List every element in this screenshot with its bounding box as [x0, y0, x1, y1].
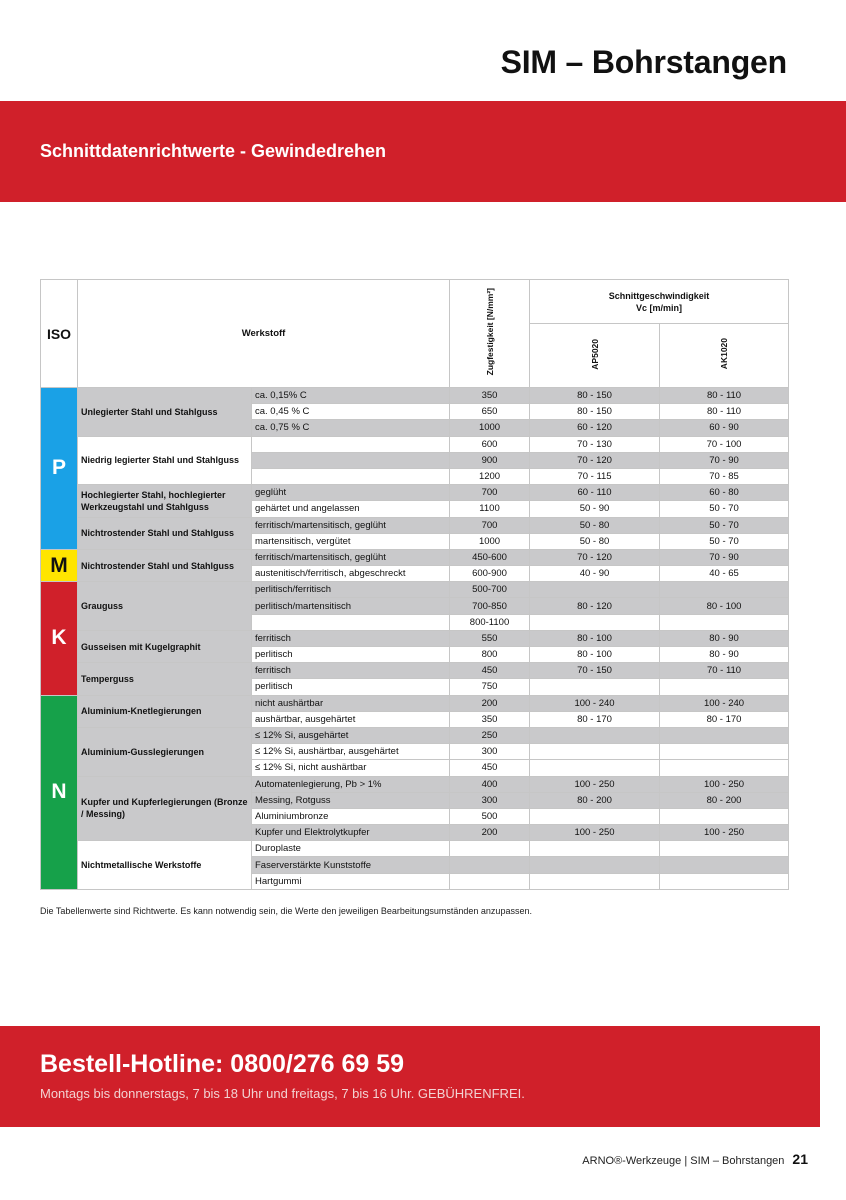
ap5020-cell: [530, 727, 660, 743]
ap5020-cell: 60 - 110: [530, 485, 660, 501]
ak1020-cell: 80 - 110: [660, 388, 789, 404]
ak1020-cell: [660, 857, 789, 873]
condition-cell: aushärtbar, ausgehärtet: [252, 711, 450, 727]
condition-cell: ca. 0,45 % C: [252, 404, 450, 420]
iso-group-p: P: [41, 388, 78, 550]
header-ap5020: AP5020: [530, 324, 660, 388]
tensile-strength-cell: 1200: [450, 468, 530, 484]
condition-cell: [252, 468, 450, 484]
ak1020-cell: [660, 808, 789, 824]
ap5020-cell: 40 - 90: [530, 566, 660, 582]
cutting-data-table: [40, 279, 789, 890]
tensile-strength-cell: 350: [450, 388, 530, 404]
condition-cell: Hartgummi: [252, 873, 450, 889]
tensile-strength-cell: 800: [450, 647, 530, 663]
condition-cell: Automatenlegierung, Pb > 1%: [252, 776, 450, 792]
table-row: [41, 582, 789, 598]
tensile-strength-cell: [450, 841, 530, 857]
header-iso: ISO: [41, 280, 78, 388]
ap5020-cell: 50 - 80: [530, 533, 660, 549]
ap5020-cell: 80 - 150: [530, 388, 660, 404]
material-name: Unlegierter Stahl und Stahlguss: [78, 388, 252, 437]
ak1020-cell: 100 - 250: [660, 776, 789, 792]
page-footer: ARNO®-Werkzeuge | SIM – Bohrstangen 21: [582, 1151, 808, 1167]
ap5020-cell: [530, 841, 660, 857]
condition-cell: [252, 436, 450, 452]
table-row: [41, 727, 789, 743]
tensile-strength-cell: 400: [450, 776, 530, 792]
material-name: Aluminium-Knetlegierungen: [78, 695, 252, 727]
tensile-strength-cell: 1000: [450, 420, 530, 436]
ap5020-cell: 60 - 120: [530, 420, 660, 436]
tensile-strength-cell: 750: [450, 679, 530, 695]
ap5020-cell: [530, 614, 660, 630]
ak1020-cell: 70 - 90: [660, 549, 789, 565]
ak1020-cell: [660, 744, 789, 760]
header-schnittgeschwindigkeit: Schnittgeschwindigkeit Vc [m/min]: [530, 280, 789, 324]
tensile-strength-cell: 650: [450, 404, 530, 420]
condition-cell: Messing, Rotguss: [252, 792, 450, 808]
section-banner: [0, 101, 846, 202]
ap5020-cell: [530, 582, 660, 598]
condition-cell: perlitisch/ferritisch: [252, 582, 450, 598]
ak1020-cell: 100 - 250: [660, 825, 789, 841]
tensile-strength-cell: 700: [450, 485, 530, 501]
tensile-strength-cell: 500-700: [450, 582, 530, 598]
table-row: [41, 776, 789, 792]
table-row: [41, 517, 789, 533]
condition-cell: ferritisch/martensitisch, geglüht: [252, 517, 450, 533]
ak1020-cell: 80 - 90: [660, 630, 789, 646]
ap5020-cell: 100 - 240: [530, 695, 660, 711]
ap5020-cell: 70 - 130: [530, 436, 660, 452]
material-name: Nichtrostender Stahl und Stahlguss: [78, 549, 252, 581]
ak1020-cell: [660, 873, 789, 889]
tensile-strength-cell: 350: [450, 711, 530, 727]
table-row: [41, 630, 789, 646]
ap5020-cell: [530, 808, 660, 824]
ap5020-cell: 50 - 80: [530, 517, 660, 533]
table-row: [41, 388, 789, 404]
tensile-strength-cell: 800-1100: [450, 614, 530, 630]
ap5020-cell: 70 - 115: [530, 468, 660, 484]
header-zugfestigkeit: Zugfestigkeit [N/mm²]: [450, 280, 530, 388]
ap5020-cell: 70 - 120: [530, 452, 660, 468]
ak1020-cell: 80 - 200: [660, 792, 789, 808]
ak1020-cell: 80 - 90: [660, 647, 789, 663]
ak1020-cell: 70 - 90: [660, 452, 789, 468]
page-title: SIM – Bohrstangen: [500, 44, 787, 80]
condition-cell: ferritisch: [252, 630, 450, 646]
ak1020-cell: [660, 679, 789, 695]
ap5020-cell: [530, 744, 660, 760]
condition-cell: gehärtet und angelassen: [252, 501, 450, 517]
material-name: Hochlegierter Stahl, hochlegierter Werkzeugstahl und Stahlguss: [78, 485, 252, 517]
condition-cell: geglüht: [252, 485, 450, 501]
ap5020-cell: 80 - 100: [530, 647, 660, 663]
condition-cell: ferritisch/martensitisch, geglüht: [252, 549, 450, 565]
tensile-strength-cell: 200: [450, 825, 530, 841]
condition-cell: austenitisch/ferritisch, abgeschreckt: [252, 566, 450, 582]
table-row: [41, 549, 789, 565]
ak1020-cell: [660, 582, 789, 598]
material-name: Nichtrostender Stahl und Stahlguss: [78, 517, 252, 549]
hotline-text: Bestell-Hotline: 0800/276 69 59: [40, 1050, 405, 1078]
ak1020-cell: 70 - 110: [660, 663, 789, 679]
ak1020-cell: 80 - 110: [660, 404, 789, 420]
tensile-strength-cell: 300: [450, 792, 530, 808]
iso-group-m: M: [41, 549, 78, 581]
ak1020-cell: 60 - 90: [660, 420, 789, 436]
tensile-strength-cell: 450-600: [450, 549, 530, 565]
tensile-strength-cell: 600-900: [450, 566, 530, 582]
condition-cell: Faserverstärkte Kunststoffe: [252, 857, 450, 873]
tensile-strength-cell: 700: [450, 517, 530, 533]
tensile-strength-cell: 550: [450, 630, 530, 646]
condition-cell: martensitisch, vergütet: [252, 533, 450, 549]
ak1020-cell: 80 - 170: [660, 711, 789, 727]
tensile-strength-cell: 700-850: [450, 598, 530, 614]
ap5020-cell: 80 - 120: [530, 598, 660, 614]
ak1020-cell: [660, 614, 789, 630]
condition-cell: perlitisch: [252, 647, 450, 663]
tensile-strength-cell: [450, 857, 530, 873]
material-name: Gusseisen mit Kugelgraphit: [78, 630, 252, 662]
hotline-hours: Montags bis donnerstags, 7 bis 18 Uhr und freitags, 7 bis 16 Uhr. GEBÜHRENFREI.: [40, 1086, 525, 1101]
ak1020-cell: [660, 727, 789, 743]
condition-cell: nicht aushärtbar: [252, 695, 450, 711]
iso-group-k: K: [41, 582, 78, 695]
ap5020-cell: 100 - 250: [530, 776, 660, 792]
ak1020-cell: [660, 760, 789, 776]
condition-cell: Kupfer und Elektrolytkupfer: [252, 825, 450, 841]
ak1020-cell: 50 - 70: [660, 517, 789, 533]
table-body: [41, 388, 789, 890]
condition-cell: perlitisch: [252, 679, 450, 695]
material-name: Aluminium-Gusslegierungen: [78, 727, 252, 776]
tensile-strength-cell: 1100: [450, 501, 530, 517]
condition-cell: Aluminiumbronze: [252, 808, 450, 824]
condition-cell: ca. 0,15% C: [252, 388, 450, 404]
section-title: Schnittdatenrichtwerte - Gewindedrehen: [40, 141, 387, 161]
condition-cell: ferritisch: [252, 663, 450, 679]
page-number: 21: [792, 1151, 808, 1167]
condition-cell: ≤ 12% Si, ausgehärtet: [252, 727, 450, 743]
ap5020-cell: [530, 857, 660, 873]
condition-cell: perlitisch/martensitisch: [252, 598, 450, 614]
iso-group-n: N: [41, 695, 78, 889]
table-note: Die Tabellenwerte sind Richtwerte. Es kann notwendig sein, die Werte den jeweiligen Bearbeitungsumständen anzupassen.: [40, 906, 532, 916]
ak1020-cell: 70 - 85: [660, 468, 789, 484]
tensile-strength-cell: [450, 873, 530, 889]
ap5020-cell: 80 - 150: [530, 404, 660, 420]
material-name: Niedrig legierter Stahl und Stahlguss: [78, 436, 252, 485]
ap5020-cell: 70 - 120: [530, 549, 660, 565]
header-werkstoff: Werkstoff: [78, 280, 450, 388]
header-ak1020: AK1020: [660, 324, 789, 388]
ak1020-cell: 50 - 70: [660, 501, 789, 517]
table-row: [41, 663, 789, 679]
ak1020-cell: [660, 841, 789, 857]
ak1020-cell: 50 - 70: [660, 533, 789, 549]
ak1020-cell: 60 - 80: [660, 485, 789, 501]
ak1020-cell: 100 - 240: [660, 695, 789, 711]
tensile-strength-cell: 600: [450, 436, 530, 452]
tensile-strength-cell: 900: [450, 452, 530, 468]
condition-cell: [252, 614, 450, 630]
table-row: [41, 695, 789, 711]
ap5020-cell: [530, 760, 660, 776]
tensile-strength-cell: 250: [450, 727, 530, 743]
ap5020-cell: [530, 679, 660, 695]
ap5020-cell: 70 - 150: [530, 663, 660, 679]
ak1020-cell: 70 - 100: [660, 436, 789, 452]
table-row: [41, 436, 789, 452]
material-name: Kupfer und Kupferlegierungen (Bronze / Messing): [78, 776, 252, 841]
ap5020-cell: 80 - 100: [530, 630, 660, 646]
table-row: [41, 841, 789, 857]
ap5020-cell: 80 - 200: [530, 792, 660, 808]
ap5020-cell: 80 - 170: [530, 711, 660, 727]
material-name: Temperguss: [78, 663, 252, 695]
table-row: [41, 485, 789, 501]
condition-cell: ca. 0,75 % C: [252, 420, 450, 436]
tensile-strength-cell: 300: [450, 744, 530, 760]
condition-cell: ≤ 12% Si, aushärtbar, ausgehärtet: [252, 744, 450, 760]
ap5020-cell: 50 - 90: [530, 501, 660, 517]
tensile-strength-cell: 450: [450, 663, 530, 679]
condition-cell: ≤ 12% Si, nicht aushärtbar: [252, 760, 450, 776]
hotline-banner: [0, 1026, 820, 1127]
material-name: Grauguss: [78, 582, 252, 631]
tensile-strength-cell: 1000: [450, 533, 530, 549]
ak1020-cell: 40 - 65: [660, 566, 789, 582]
tensile-strength-cell: 500: [450, 808, 530, 824]
ap5020-cell: [530, 873, 660, 889]
condition-cell: Duroplaste: [252, 841, 450, 857]
ak1020-cell: 80 - 100: [660, 598, 789, 614]
tensile-strength-cell: 450: [450, 760, 530, 776]
tensile-strength-cell: 200: [450, 695, 530, 711]
condition-cell: [252, 452, 450, 468]
ap5020-cell: 100 - 250: [530, 825, 660, 841]
material-name: Nichtmetallische Werkstoffe: [78, 841, 252, 890]
